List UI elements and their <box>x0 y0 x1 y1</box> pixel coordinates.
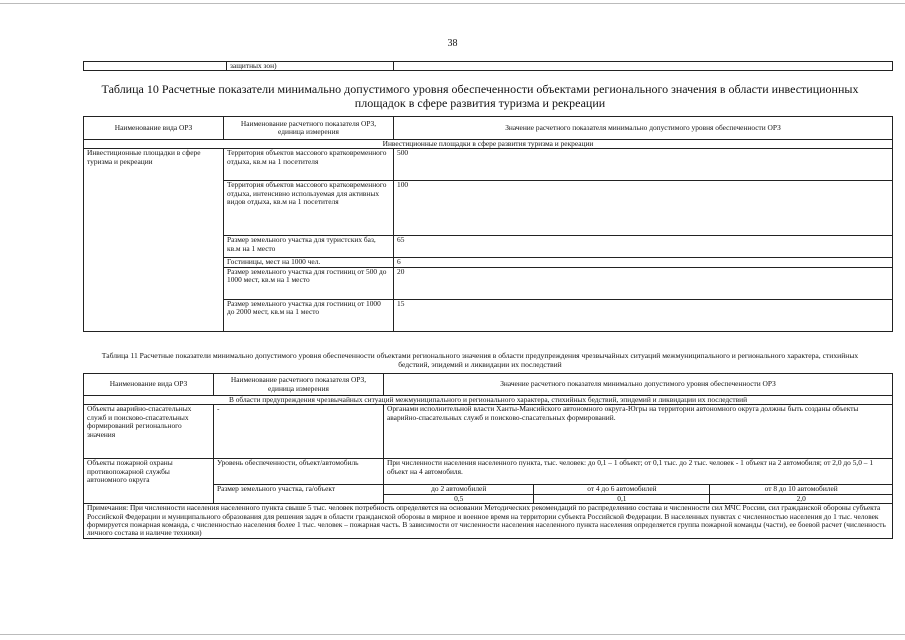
table11-row1-type: Объекты аварийно-спасательных служб и поисково-спасательных формирований регионального значения <box>84 405 214 459</box>
table10-value: 15 <box>394 299 893 331</box>
table11-row2-indicator2: Размер земельного участка, га/объект <box>214 485 384 504</box>
table10-indicator: Размер земельного участка для туристских баз, кв.м на 1 место <box>224 236 394 258</box>
table10-header-value: Значение расчетного показателя минимально допустимого уровня обеспеченности ОРЗ <box>394 117 893 140</box>
table10-indicator: Размер земельного участка для гостиниц от 500 до 1000 мест, кв.м на 1 место <box>224 267 394 299</box>
table11-subheader: от 4 до 6 автомобилей <box>534 485 710 494</box>
table11-subvalue: 0,5 <box>384 494 534 503</box>
scan-top-edge <box>0 3 905 4</box>
table11 <box>83 373 893 539</box>
table11-header-value: Значение расчетного показателя минимально допустимого уровня обеспеченности ОРЗ <box>384 374 893 396</box>
table10-value: 100 <box>394 181 893 236</box>
table11-caption: Таблица 11 Расчетные показатели минимально допустимого уровня обеспеченности объектами регионального значения в области предупреждения чрезвычайных ситуаций межмуниципального и регионального характера, стихийных бедствий, эпидемий и ликвидации их последствий <box>101 351 859 369</box>
table10-indicator: Гостиницы, мест на 1000 чел. <box>224 258 394 267</box>
table11-subvalue: 0,1 <box>534 494 710 503</box>
table10-section: Инвестиционные площадки в сфере развития туризма и рекреации <box>84 140 893 149</box>
table10-header-indicator: Наименование расчетного показателя ОРЗ, единица измерения <box>224 117 394 140</box>
table10-indicator: Территория объектов массового кратковременного отдыха, кв.м на 1 посетителя <box>224 149 394 181</box>
table11-subheader: до 2 автомобилей <box>384 485 534 494</box>
table11-header-type: Наименование вида ОРЗ <box>84 374 214 396</box>
table-row <box>84 149 893 181</box>
table10-header-type: Наименование вида ОРЗ <box>84 117 224 140</box>
table10-value: 65 <box>394 236 893 258</box>
table11-row2-type: Объекты пожарной охраны противопожарной службы автономного округа <box>84 459 214 504</box>
table10 <box>83 116 893 332</box>
table-row <box>84 459 893 485</box>
page-number: 38 <box>447 38 458 49</box>
table11-row2-indicator1: Уровень обеспеченности, объект/автомобиль <box>214 459 384 485</box>
table11-row1-value: Органами исполнительной власти Ханты-Мансийского автономного округа-Югры на территории автономного округа должны быть созданы объекты аварийно-спасательных служб и поисково-спасательных формирований. <box>384 405 893 459</box>
table11-row1-indicator: - <box>214 405 384 459</box>
table10-value: 20 <box>394 267 893 299</box>
top-fragment-text: защитных зон) <box>227 62 394 71</box>
table10-value: 500 <box>394 149 893 181</box>
table-row <box>84 405 893 459</box>
table11-subheader: от 8 до 10 автомобилей <box>710 485 893 494</box>
table11-subvalue: 2,0 <box>710 494 893 503</box>
table10-caption: Таблица 10 Расчетные показатели минимально допустимого уровня обеспеченности объектами регионального значения в области инвестиционных площадок в сфере развития туризма и рекреации <box>101 82 859 110</box>
table11-header-indicator: Наименование расчетного показателя ОРЗ, единица измерения <box>214 374 384 396</box>
table11-note: Примечания: При численности населения населенного пункта свыше 5 тыс. человек потребность определяется на основании Методических рекомендаций по распределению состава и численности сил МЧС России, сил гражданской обороны субъекта Российской Федерации и муниципального образования для решения задач в области гражданской обороны в мирное и военное время на территории субъекта Российской Федерации. В населенных пунктах с численностью населения до 1 тыс. человек формируется пожарная команда, с численностью населения более 1 тыс. человек – пожарная часть. В зависимости от численности населения населенного пункта населения определяется группа пожарной команды (части), ее боевой расчет (численность личного состава и наличие техники) <box>84 504 893 539</box>
table11-row2-value1: При численности населения населенного пункта, тыс. человек: до 0,1 – 1 объект; от 0,1 тыс. до 2 тыс. человек - 1 объект на 2 автомобиля; от 2,0 до 5,0 – 1 объект на 4 автомобиля. <box>384 459 893 485</box>
table10-indicator: Размер земельного участка для гостиниц от 1000 до 2000 мест, кв.м на 1 место <box>224 299 394 331</box>
table10-type-name: Инвестиционные площадки в сфере туризма и рекреации <box>84 149 224 331</box>
table11-section: В области предупреждения чрезвычайных ситуаций межмуниципального и регионального характера, стихийных бедствий, эпидемий и ликвидации их последствий <box>84 396 893 405</box>
scan-bottom-edge <box>0 634 905 635</box>
table10-value: 6 <box>394 258 893 267</box>
table10-indicator: Территория объектов массового кратковременного отдыха, интенсивно используемая для активных видов отдыха, кв.м на 1 посетителя <box>224 181 394 236</box>
top-fragment-table <box>83 61 893 71</box>
